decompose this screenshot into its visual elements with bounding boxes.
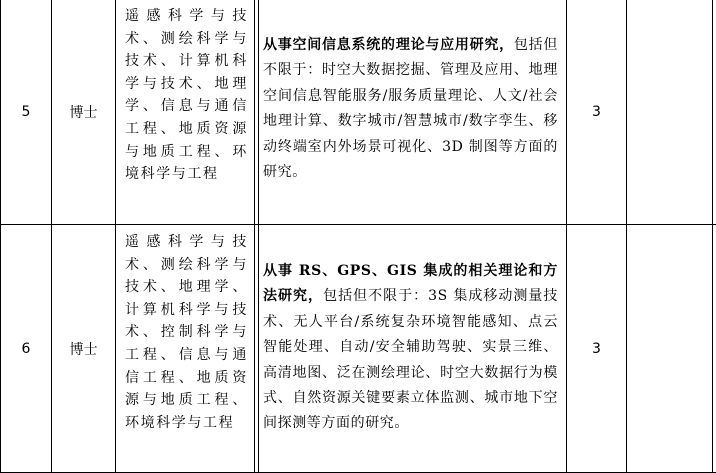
- cell-inner-rule: [258, 0, 259, 224]
- remarks-cell: [627, 0, 713, 225]
- majors-text: 遥感科学与技术、测绘科学与技术、地理学、计算机科学与技术、控制科学与工程、信息与通信工程、地质资源与地质工程、环境科学与工程: [116, 225, 254, 434]
- majors-cell: [116, 225, 255, 473]
- research-direction-cell: [255, 225, 567, 473]
- research-direction-cell: [255, 0, 567, 225]
- trailing-cell: [713, 0, 716, 225]
- table-row: [1, 0, 716, 225]
- degree-cell: 博士: [52, 0, 116, 225]
- degree-cell: 博士: [52, 225, 116, 473]
- research-direction-detail: 包括但不限于：时空大数据挖掘、管理及应用、地理空间信息智能服务/服务质量理论、人文/社会地理计算、数字城市/智慧城市/数字孪生、移动终端室内外场景可视化、3D 制图等方面的研究。: [263, 37, 558, 180]
- cell-inner-rule: [258, 225, 259, 472]
- majors-cell: [116, 0, 255, 225]
- trailing-cell: [713, 225, 716, 473]
- row-number: 6: [1, 225, 52, 473]
- remarks-cell: [627, 225, 713, 473]
- majors-text: 遥感科学与技术、测绘科学与技术、计算机科学与技术、地理学、信息与通信工程、地质资源与地质工程、环境科学与工程: [116, 0, 254, 186]
- research-direction-title: 从事空间信息系统的理论与应用研究，: [263, 37, 514, 53]
- headcount-cell: 3: [567, 0, 627, 225]
- table-row: [1, 225, 716, 473]
- row-number: 5: [1, 0, 52, 225]
- research-direction-text: [255, 33, 566, 185]
- research-direction-text: [255, 259, 566, 437]
- research-direction-title: 从事 RS、GPS、GIS 集成的相关理论和方法研究，: [263, 263, 558, 304]
- headcount-cell: 3: [567, 225, 627, 473]
- research-direction-detail: 包括但不限于：3S 集成移动测量技术、无人平台/系统复杂环境智能感知、点云智能处理、自动/安全辅助驾驶、实景三维、高清地图、泛在测绘理论、时空大数据行为模式、自然资源关键要素立体监测、城市地下空间探测等方面的研究。: [263, 288, 558, 431]
